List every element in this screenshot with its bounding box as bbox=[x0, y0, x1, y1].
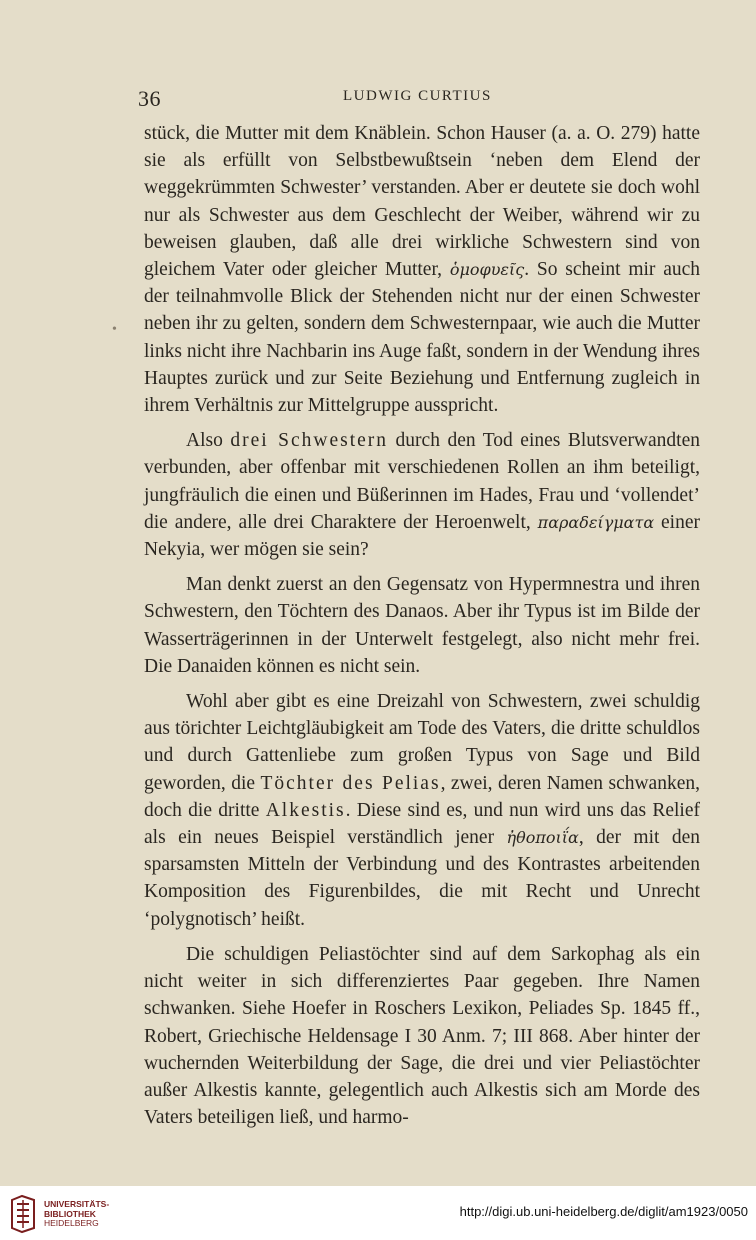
library-name-line: BIBLIOTHEK bbox=[44, 1208, 96, 1219]
greek-word: ἠθοποιΐα bbox=[506, 828, 579, 848]
margin-mark: • bbox=[112, 322, 117, 337]
library-seal-icon bbox=[8, 1194, 38, 1234]
running-head: LUDWIG CURTIUS bbox=[343, 88, 492, 104]
page-header bbox=[138, 86, 700, 114]
text-run: durch den Tod eines Blutsverwandten verbunden, aber offenbar mit verschiedenen Rollen an ihm beteiligt, jungfräulich die einen und Büßerinnen im Hades, Frau und ‘vollendet’ die andere, alle drei Charaktere der Heroenwelt, bbox=[144, 430, 700, 533]
digitization-footer bbox=[0, 1186, 756, 1240]
text-run: einer Nekyia, wer mögen sie sein? bbox=[144, 511, 700, 561]
permalink-url[interactable]: http://digi.ub.uni-heidelberg.de/diglit/am1923/0050 bbox=[459, 1204, 748, 1219]
body-text bbox=[144, 120, 700, 1131]
greek-word: παραδείγματα bbox=[537, 512, 655, 532]
text-run: stück, die Mutter mit dem Knäblein. Schon Hauser (a. a. O. 279) hatte sie als erfüllt von Selbstbewußtsein ‘neben dem Elend der weggekrümmten Schwester’ verstanden. Aber er deutete sie doch wohl nur als Schwester aus dem Geschlecht der Weiber, während wir zu beweisen glauben, daß alle drei wirkliche Schwestern sind von gleichem Vater oder gleicher Mutter, bbox=[144, 123, 700, 281]
greek-word: ὁμοφυεῖς bbox=[449, 260, 525, 280]
spaced-emphasis: Töchter des Pelias bbox=[260, 772, 441, 794]
page-number: 36 bbox=[138, 86, 161, 111]
paragraph-4 bbox=[144, 688, 700, 933]
paragraph-5: Die schuldigen Peliastöchter sind auf dem Sarkophag als ein nicht weiter in sich differenziertes Paar gegeben. Ihre Namen schwanken. Siehe Hoefer in Roschers Lexikon, Peliades Sp. 1845 ff., Robert, Griechische Heldensage I 30 Anm. 7; III 868. Aber hinter der wuchernden Weiterbildung der Sage, die drei und vier Peliastöchter außer Alkestis kannte, gelegentlich auch Alkestis sich am Morde des Vaters beteiligen ließ, und harmo- bbox=[144, 943, 700, 1129]
spaced-emphasis: Alkestis bbox=[265, 799, 346, 821]
library-name-line: UNIVERSITÄTS- bbox=[44, 1199, 110, 1209]
library-name-line: HEIDELBERG bbox=[44, 1218, 99, 1228]
text-run: . Diese sind es, und nun wird uns das Relief als ein neues Beispiel verständlich jener bbox=[144, 799, 700, 849]
paragraph-3: Man denkt zuerst an den Gegensatz von Hypermnestra und ihren Schwestern, den Töchtern des Danaos. Aber ihr Typus ist im Bilde der Wasserträgerinnen in der Unterwelt festgelegt, also nicht mehr frei. Die Danaiden können es nicht sein. bbox=[144, 574, 700, 677]
spaced-emphasis: drei Schwestern bbox=[230, 430, 389, 452]
text-run: . So scheint mir auch der teilnahmvolle Blick der Stehenden nicht nur der einen Schwester neben ihr zu gelten, sondern dem Schwesternpaar, wie auch die Mutter links nicht ihre Nachbarin ins Auge faßt, sondern in der Wendung ihres Hauptes zurück und zur Seite Beziehung und Entfernung zugleich in ihrem Verhältnis zur Mittelgruppe ausspricht. bbox=[144, 259, 701, 417]
text-run: Also bbox=[186, 430, 231, 452]
text-run: , zwei, deren Namen schwanken, doch die dritte bbox=[144, 772, 700, 821]
text-run: Wohl aber gibt es eine Dreizahl von Schwestern, zwei schuldig aus törichter Leichtgläubigkeit am Tode des Vaters, die dritte schuldlos und durch Gattenliebe zum großen Typus von Sage und Bild geworden, die bbox=[144, 691, 700, 794]
library-name bbox=[44, 1200, 109, 1229]
text-run: , der mit den sparsamsten Mitteln der Verbindung und des Kontrastes arbeitenden Komposition des Figurenbildes, die mit Recht und Unrecht ‘polygnotisch’ heißt. bbox=[144, 827, 700, 930]
library-logo[interactable] bbox=[8, 1194, 168, 1234]
paragraph-2 bbox=[144, 427, 700, 563]
paragraph-1 bbox=[144, 120, 700, 419]
